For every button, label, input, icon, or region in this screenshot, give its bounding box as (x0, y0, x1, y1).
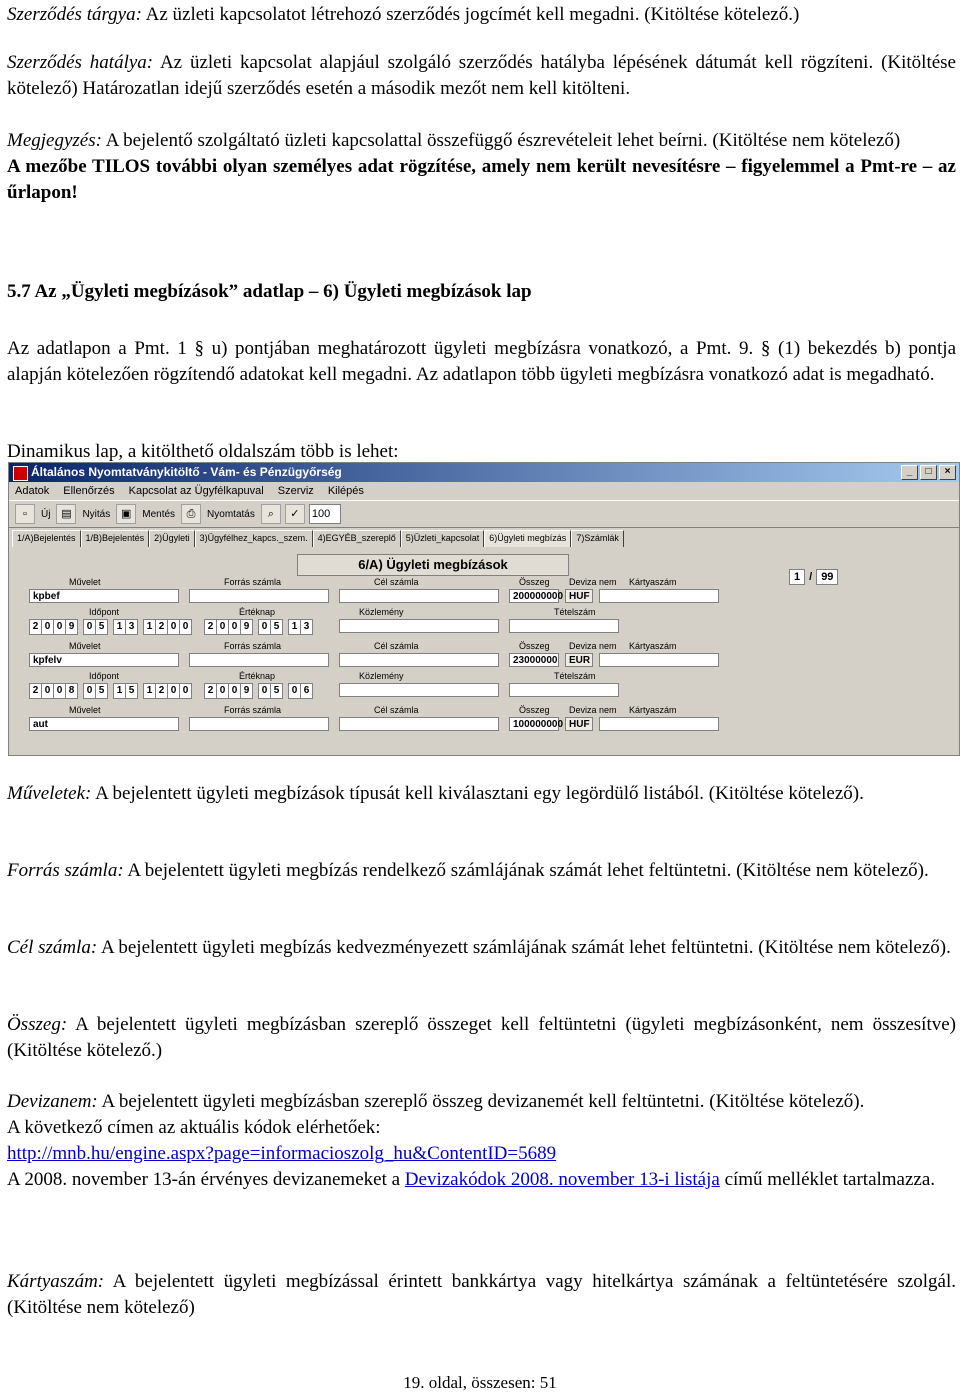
paragraph-cel-szamla: Cél számla: A bejelentett ügyleti megbízás kedvezményezett számlájának számát lehet feltüntetni. (Kitöltése nem kötelező). (7, 937, 951, 958)
tetelszam-field[interactable] (509, 683, 619, 697)
mnb-link[interactable]: http://mnb.hu/engine.aspx?page=informacioszolg_hu&ContentID=5689 (7, 1143, 557, 1164)
paragraph-szerzodes-hatalya: Szerződés hatálya: Az üzleti kapcsolat alapjául szolgáló szerződés hatályba lépésének dátumát kell rögzíteni. (Kitöltése kötelező) Határozatlan idejű szerződés esetén a második mezőt nem kell kitölteni. (7, 52, 956, 99)
muvelet-field[interactable]: kpfelv (29, 653, 179, 667)
page-footer: 19. oldal, összesen: 51 (403, 1373, 557, 1392)
deviza-field[interactable]: EUR (565, 653, 593, 667)
forras-field[interactable] (189, 653, 329, 667)
form-area (9, 547, 959, 755)
app-icon (13, 466, 28, 481)
tab-2[interactable]: 2)Ügyleti (149, 530, 195, 548)
kartya-field[interactable] (599, 589, 719, 603)
menu-szerviz[interactable]: Szerviz (277, 485, 314, 497)
osszeg-field[interactable]: 23000000 (509, 653, 559, 667)
menu-ugyfelkapu[interactable]: Kapcsolat az Ügyfélkapuval (128, 485, 264, 497)
minimize-icon[interactable]: _ (901, 465, 918, 480)
paragraph-kartyaszam: Kártyaszám: A bejelentett ügyleti megbízással érintett bankkártya vagy hitelkártya számának a feltüntetésére szolgál.(Kitöltése nem kötelező) (7, 1271, 956, 1318)
toolbar: ▫ Új ▤ Nyitás ▣ Mentés ⎙ Nyomtatás ⌕ ✓ 100 (9, 500, 959, 528)
kartya-field[interactable] (599, 653, 719, 667)
idopont-field[interactable]: 2 0 0 9 0 5 1 3 1 2 0 0 (29, 619, 191, 635)
forras-field[interactable] (189, 717, 329, 731)
paragraph-muveletek: Műveletek: A bejelentett ügyleti megbízások típusát kell kiválasztani egy legördülő listából. (Kitöltése kötelező). (7, 783, 864, 804)
window-titlebar (9, 463, 959, 482)
tab-3[interactable]: 3)Ügyfélhez_kapcs._szem. (195, 530, 313, 548)
ertekn-field[interactable]: 2 0 0 9 0 5 1 3 (204, 619, 312, 635)
deviza-field[interactable]: HUF (565, 717, 593, 731)
menu-adatok[interactable]: Adatok (15, 485, 50, 497)
print-icon[interactable]: ⎙ (181, 504, 201, 524)
tab-1b[interactable]: 1/B)Bejelentés (81, 530, 150, 548)
forras-field[interactable] (189, 589, 329, 603)
kartya-field[interactable] (599, 717, 719, 731)
cel-field[interactable] (339, 589, 499, 603)
form-title: 6/A) Ügyleti megbízások (297, 554, 569, 576)
menubar (9, 482, 959, 500)
section-heading: 5.7 Az „Ügyleti megbízások” adatlap – 6) Ügyleti megbízások lap (7, 281, 532, 302)
menu-ellenorzes[interactable]: Ellenőrzés (63, 485, 115, 497)
tab-1a[interactable]: 1/A)Bejelentés (12, 530, 81, 548)
paragraph-devizanem: Devizanem: A bejelentett ügyleti megbízásban szereplő összeg devizanemét kell feltüntetni. (Kitöltése kötelező). A következő címen az aktuális kódok elérhetőek: http://mnb.hu/engine.aspx?page=informacioszolg_hu&ContentID=5689 A 2008. november 13-án érvényes devizanemeket a Devizakódok 2008. november 13-i listája című melléklet tartalmazza. (7, 1091, 936, 1190)
paragraph-adatlap: Az adatlapon a Pmt. 1 § u) pontjában meghatározott ügyleti megbízásra vonatkozó, a Pmt. 9. § (1) bekezdés b) pontja alapján kötelezően rögzítendő adatokat kell megadni. Az adatlapon több ügyleti megbízásra vonatkozó adat is megadható. (7, 338, 956, 385)
cel-field[interactable] (339, 717, 499, 731)
tab-5[interactable]: 5)Üzleti_kapcsolat (401, 530, 485, 548)
search-icon[interactable]: ⌕ (261, 504, 281, 524)
kozlemeny-field[interactable] (339, 619, 499, 633)
page-navigator: 1 / 99 (789, 569, 838, 585)
osszeg-field[interactable]: 200000000 (509, 589, 559, 603)
page-total: 99 (816, 569, 838, 585)
transaction-row: Művelet Forrás számla Cél számla Összeg Deviza nem Kártyaszám aut 100000000 HUF (29, 705, 949, 756)
transaction-row: Művelet Forrás számla Cél számla Összeg Deviza nem Kártyaszám kpbef 200000000 HUF Időpont Értéknap Közlemény Tételszám 2 0 0 9 0 5 1 3 1 2 0 0 2 0 0 9 0 5 1 3 (29, 577, 949, 637)
osszeg-field[interactable]: 100000000 (509, 717, 559, 731)
muvelet-field[interactable]: kpbef (29, 589, 179, 603)
paragraph-forras-szamla: Forrás számla: A bejelentett ügyleti megbízás rendelkező számlájának számát lehet feltüntetni. (Kitöltése nem kötelező). (7, 860, 929, 881)
paragraph-osszeg: Összeg: A bejelentett ügyleti megbízásban szereplő összeget kell feltüntetni (ügyleti megbízásonként, nem összesítve) (Kitöltése kötelező.) (7, 1014, 956, 1061)
paragraph-megjegyzes: Megjegyzés: A bejelentő szolgáltató üzleti kapcsolattal összefüggő észrevételeit lehet beírni. (Kitöltése nem kötelező) A mezőbe TILOS további olyan személyes adat rögzítése, amely nem került nevesítésre – figyelemmel a Pmt-re – az űrlapon! (7, 130, 956, 203)
zoom-field[interactable]: 100 (309, 504, 341, 524)
open-icon[interactable]: ▤ (56, 504, 76, 524)
tab-7[interactable]: 7)Számlák (571, 530, 624, 548)
kozlemeny-field[interactable] (339, 683, 499, 697)
check-icon[interactable]: ✓ (285, 504, 305, 524)
tab-4[interactable]: 4)EGYÉB_szereplő (313, 530, 401, 548)
close-icon[interactable]: × (939, 465, 956, 480)
devizakodok-link[interactable]: Devizakódok 2008. november 13-i listája (404, 1169, 720, 1190)
maximize-icon[interactable]: □ (920, 465, 937, 480)
application-screenshot (8, 462, 960, 756)
new-icon[interactable]: ▫ (15, 504, 35, 524)
warning-text: A mezőbe TILOS további olyan személyes adat rögzítése, amely nem került nevesítésre – figyelemmel a Pmt-re – az űrlapon! (7, 156, 956, 203)
tetelszam-field[interactable] (509, 619, 619, 633)
muvelet-field[interactable]: aut (29, 717, 179, 731)
deviza-field[interactable]: HUF (565, 589, 593, 603)
paragraph-dinamikus-lap: Dinamikus lap, a kitölthető oldalszám több is lehet: (7, 441, 399, 462)
tab-6[interactable]: 6)Ügyleti megbízás (484, 530, 571, 548)
paragraph-szerzodes-targya: Szerződés tárgya: Az üzleti kapcsolatot létrehozó szerződés jogcímét kell megadni. (Kitöltése kötelező.) (7, 4, 800, 25)
cel-field[interactable] (339, 653, 499, 667)
save-icon[interactable]: ▣ (116, 504, 136, 524)
page-current[interactable]: 1 (789, 569, 805, 585)
ertekn-field[interactable]: 2 0 0 9 0 5 0 6 (204, 683, 312, 699)
menu-kilepes[interactable]: Kilépés (327, 485, 364, 497)
idopont-field[interactable]: 2 0 0 8 0 5 1 5 1 2 0 0 (29, 683, 191, 699)
transaction-row: Művelet Forrás számla Cél számla Összeg Deviza nem Kártyaszám kpfelv 23000000 EUR Időpont Értéknap Közlemény Tételszám 2 0 0 8 0 5 1 5 1 2 0 0 2 0 0 9 0 5 0 6 (29, 641, 949, 701)
tab-bar (9, 530, 959, 548)
window-title: Általános Nyomtatványkitöltő - Vám- és Pénzügyőrség (31, 465, 342, 479)
